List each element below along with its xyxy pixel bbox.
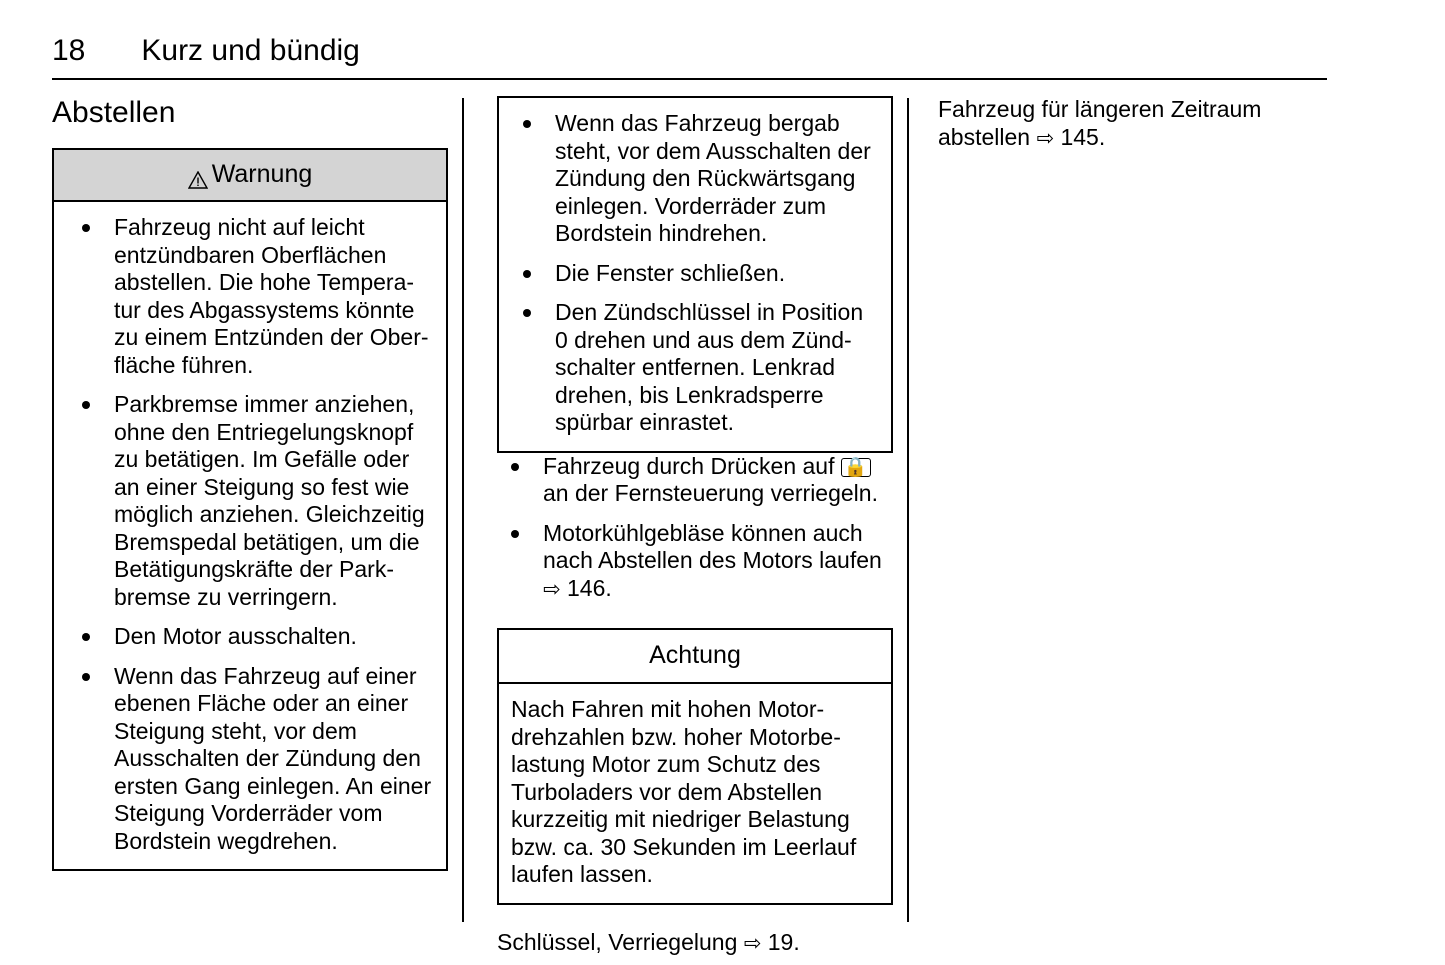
warning-box-title: Warnung [211, 160, 313, 188]
continuation-bullet-list [509, 110, 881, 437]
list-item: Fahrzeug nicht auf leicht entzündbaren Oberflächen abstellen. Die hohe Temperatur des Abgassystems könnte zu einem Entzünden der Oberfläche führen. [68, 214, 432, 379]
cross-reference-arrow-icon: ⇨ [543, 576, 561, 601]
warning-box [52, 148, 448, 871]
reference-text-pre: Fahrzeug für längeren Zeitraum abstellen [938, 96, 1262, 150]
notice-box [497, 628, 893, 905]
footnote-text-post: 19. [761, 928, 800, 955]
list-item [497, 520, 893, 603]
notice-box-body: Nach Fahren mit hohen Motordrehzahlen bzw. hoher Motorbelastung Motor zum Schutz des Turboladers vor dem Abstellen kurzzeitig mit niedriger Belastung bzw. ca. 30 Sekunden im Leerlauf laufen lassen. [511, 696, 857, 887]
list-item: Wenn das Fahrzeug bergab steht, vor dem Ausschalten der Zündung den Rückwärtsgang einlegen. Vorderräder zum Bordstein hindrehen. [509, 110, 881, 248]
additional-bullet-list [497, 453, 893, 603]
remote-lock-icon: 🔒 [841, 458, 871, 477]
list-item: Wenn das Fahrzeug auf einer ebenen Fläche oder an einer Steigung steht, vor dem Ausschalten der Zündung den ersten Gang einlegen. An einer Steigung Vorderräder vom Bordstein wegdrehen. [68, 663, 432, 856]
continuation-box [497, 96, 893, 453]
notice-box-title: Achtung [499, 630, 891, 684]
list-item: Den Zündschlüssel in Position 0 drehen und aus dem Zündschalter entfernen. Lenkrad drehen, bis Lenkradsperre spürbar einrastet. [509, 299, 881, 437]
cross-reference-footnote [497, 929, 893, 957]
chapter-title: Kurz und bündig [141, 34, 360, 67]
list-item: Die Fenster schließen. [509, 260, 881, 288]
page-number: 18 [52, 34, 86, 67]
page-header [52, 34, 1327, 68]
warning-box-header [54, 150, 446, 202]
warning-box-body [54, 202, 446, 869]
column-2 [497, 96, 893, 955]
list-item: Parkbremse immer anziehen, ohne den Entriegelungsknopf zu betätigen. Im Gefälle oder an einer Steigung so fest wie möglich anziehen. Gleichzeitig Bremspedal betätigen, um die Betätigungskräfte der Parkbremse zu verringern. [68, 391, 432, 611]
long-term-parking-reference [938, 96, 1334, 151]
column-divider-1 [462, 98, 464, 922]
column-1 [52, 96, 448, 926]
page-title: Abstellen [52, 96, 176, 129]
list-item-text-post: 146. [560, 574, 612, 601]
column-3 [938, 96, 1334, 926]
footnote-text-pre: Schlüssel, Verriegelung [497, 928, 744, 955]
cross-reference-arrow-icon: ⇨ [1036, 125, 1055, 150]
list-item-text-post: an der Fernsteuerung verriegeln. [543, 480, 878, 506]
header-rule [52, 78, 1327, 80]
reference-text-post: 145. [1054, 123, 1106, 150]
list-item: Den Motor ausschalten. [68, 623, 432, 651]
column-divider-2 [907, 98, 909, 922]
list-item [497, 453, 893, 508]
cross-reference-arrow-icon: ⇨ [743, 930, 762, 955]
warning-triangle-icon [188, 167, 208, 185]
list-item-text-pre: Fahrzeug durch Drücken auf [543, 452, 841, 479]
content-columns [52, 96, 1332, 955]
warning-bullet-list [68, 214, 432, 855]
list-item-text-pre: Motorkühlgebläse können auch nach Abstellen des Motors laufen [543, 519, 882, 573]
